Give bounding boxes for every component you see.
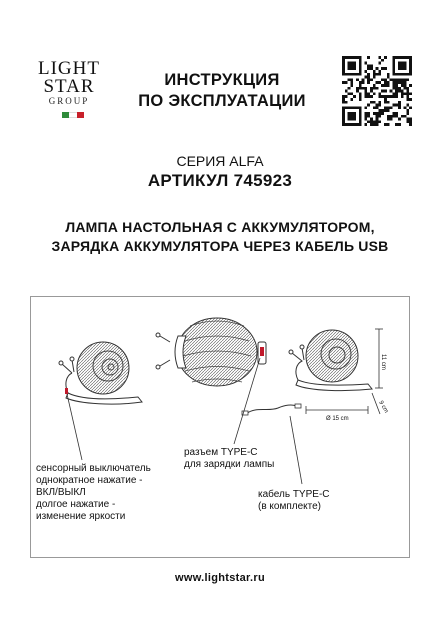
cable-callout-line-2: (в комплекте)	[258, 501, 322, 512]
cable-callout	[258, 489, 330, 513]
switch-callout-line-2: однократное нажатие -	[36, 475, 143, 486]
touch-switch-marker	[65, 388, 68, 394]
switch-callout-line-5: изменение яркости	[36, 511, 126, 522]
product-description	[0, 218, 440, 256]
switch-callout-line-4: долгое нажатие -	[36, 499, 116, 510]
port-callout-line-1: разъем TYPE-C	[184, 447, 258, 458]
type-c-port-marker	[260, 347, 264, 356]
logo-line-3: GROUP	[48, 96, 90, 106]
snail-side-view	[59, 342, 142, 404]
series-label: СЕРИЯ ALFA	[176, 153, 264, 169]
logo-line-1: LIGHT	[38, 58, 100, 79]
logo-line-2: STAR	[43, 76, 95, 97]
switch-leader-line	[67, 394, 82, 460]
cable-leader-line	[290, 416, 302, 484]
type-c-port-callout	[184, 447, 274, 471]
cable-callout-line-1: кабель TYPE-C	[258, 489, 330, 500]
snail-top-view	[156, 318, 266, 386]
snail-dimension-view	[289, 329, 383, 414]
switch-callout-line-3: ВКЛ/ВЫКЛ	[36, 487, 86, 498]
document-title	[112, 70, 332, 112]
switch-callout-line-1: сенсорный выключатель	[36, 463, 151, 474]
type-c-cable	[242, 404, 301, 415]
description-line-2: ЗАРЯДКА АККУМУЛЯТОРА ЧЕРЕЗ КАБЕЛЬ USB	[51, 238, 389, 254]
brand-logo	[30, 60, 108, 107]
article-number: АРТИКУЛ 745923	[147, 171, 293, 190]
description-line-1: ЛАМПА НАСТОЛЬНАЯ С АККУМУЛЯТОРОМ,	[65, 219, 375, 235]
italian-flag-icon	[62, 112, 84, 118]
dimension-height: 11 cm	[380, 354, 386, 370]
port-callout-line-2: для зарядки лампы	[184, 459, 275, 470]
qr-code	[342, 56, 412, 126]
dimension-diameter: Ø 15 cm	[326, 416, 349, 422]
dimension-width: 9 cm	[377, 400, 389, 415]
website-link[interactable]: www.lightstar.ru	[175, 572, 265, 584]
title-line-2: ПО ЭКСПЛУАТАЦИИ	[138, 92, 306, 110]
title-line-1: ИНСТРУКЦИЯ	[164, 71, 280, 89]
touch-switch-callout	[36, 463, 151, 523]
